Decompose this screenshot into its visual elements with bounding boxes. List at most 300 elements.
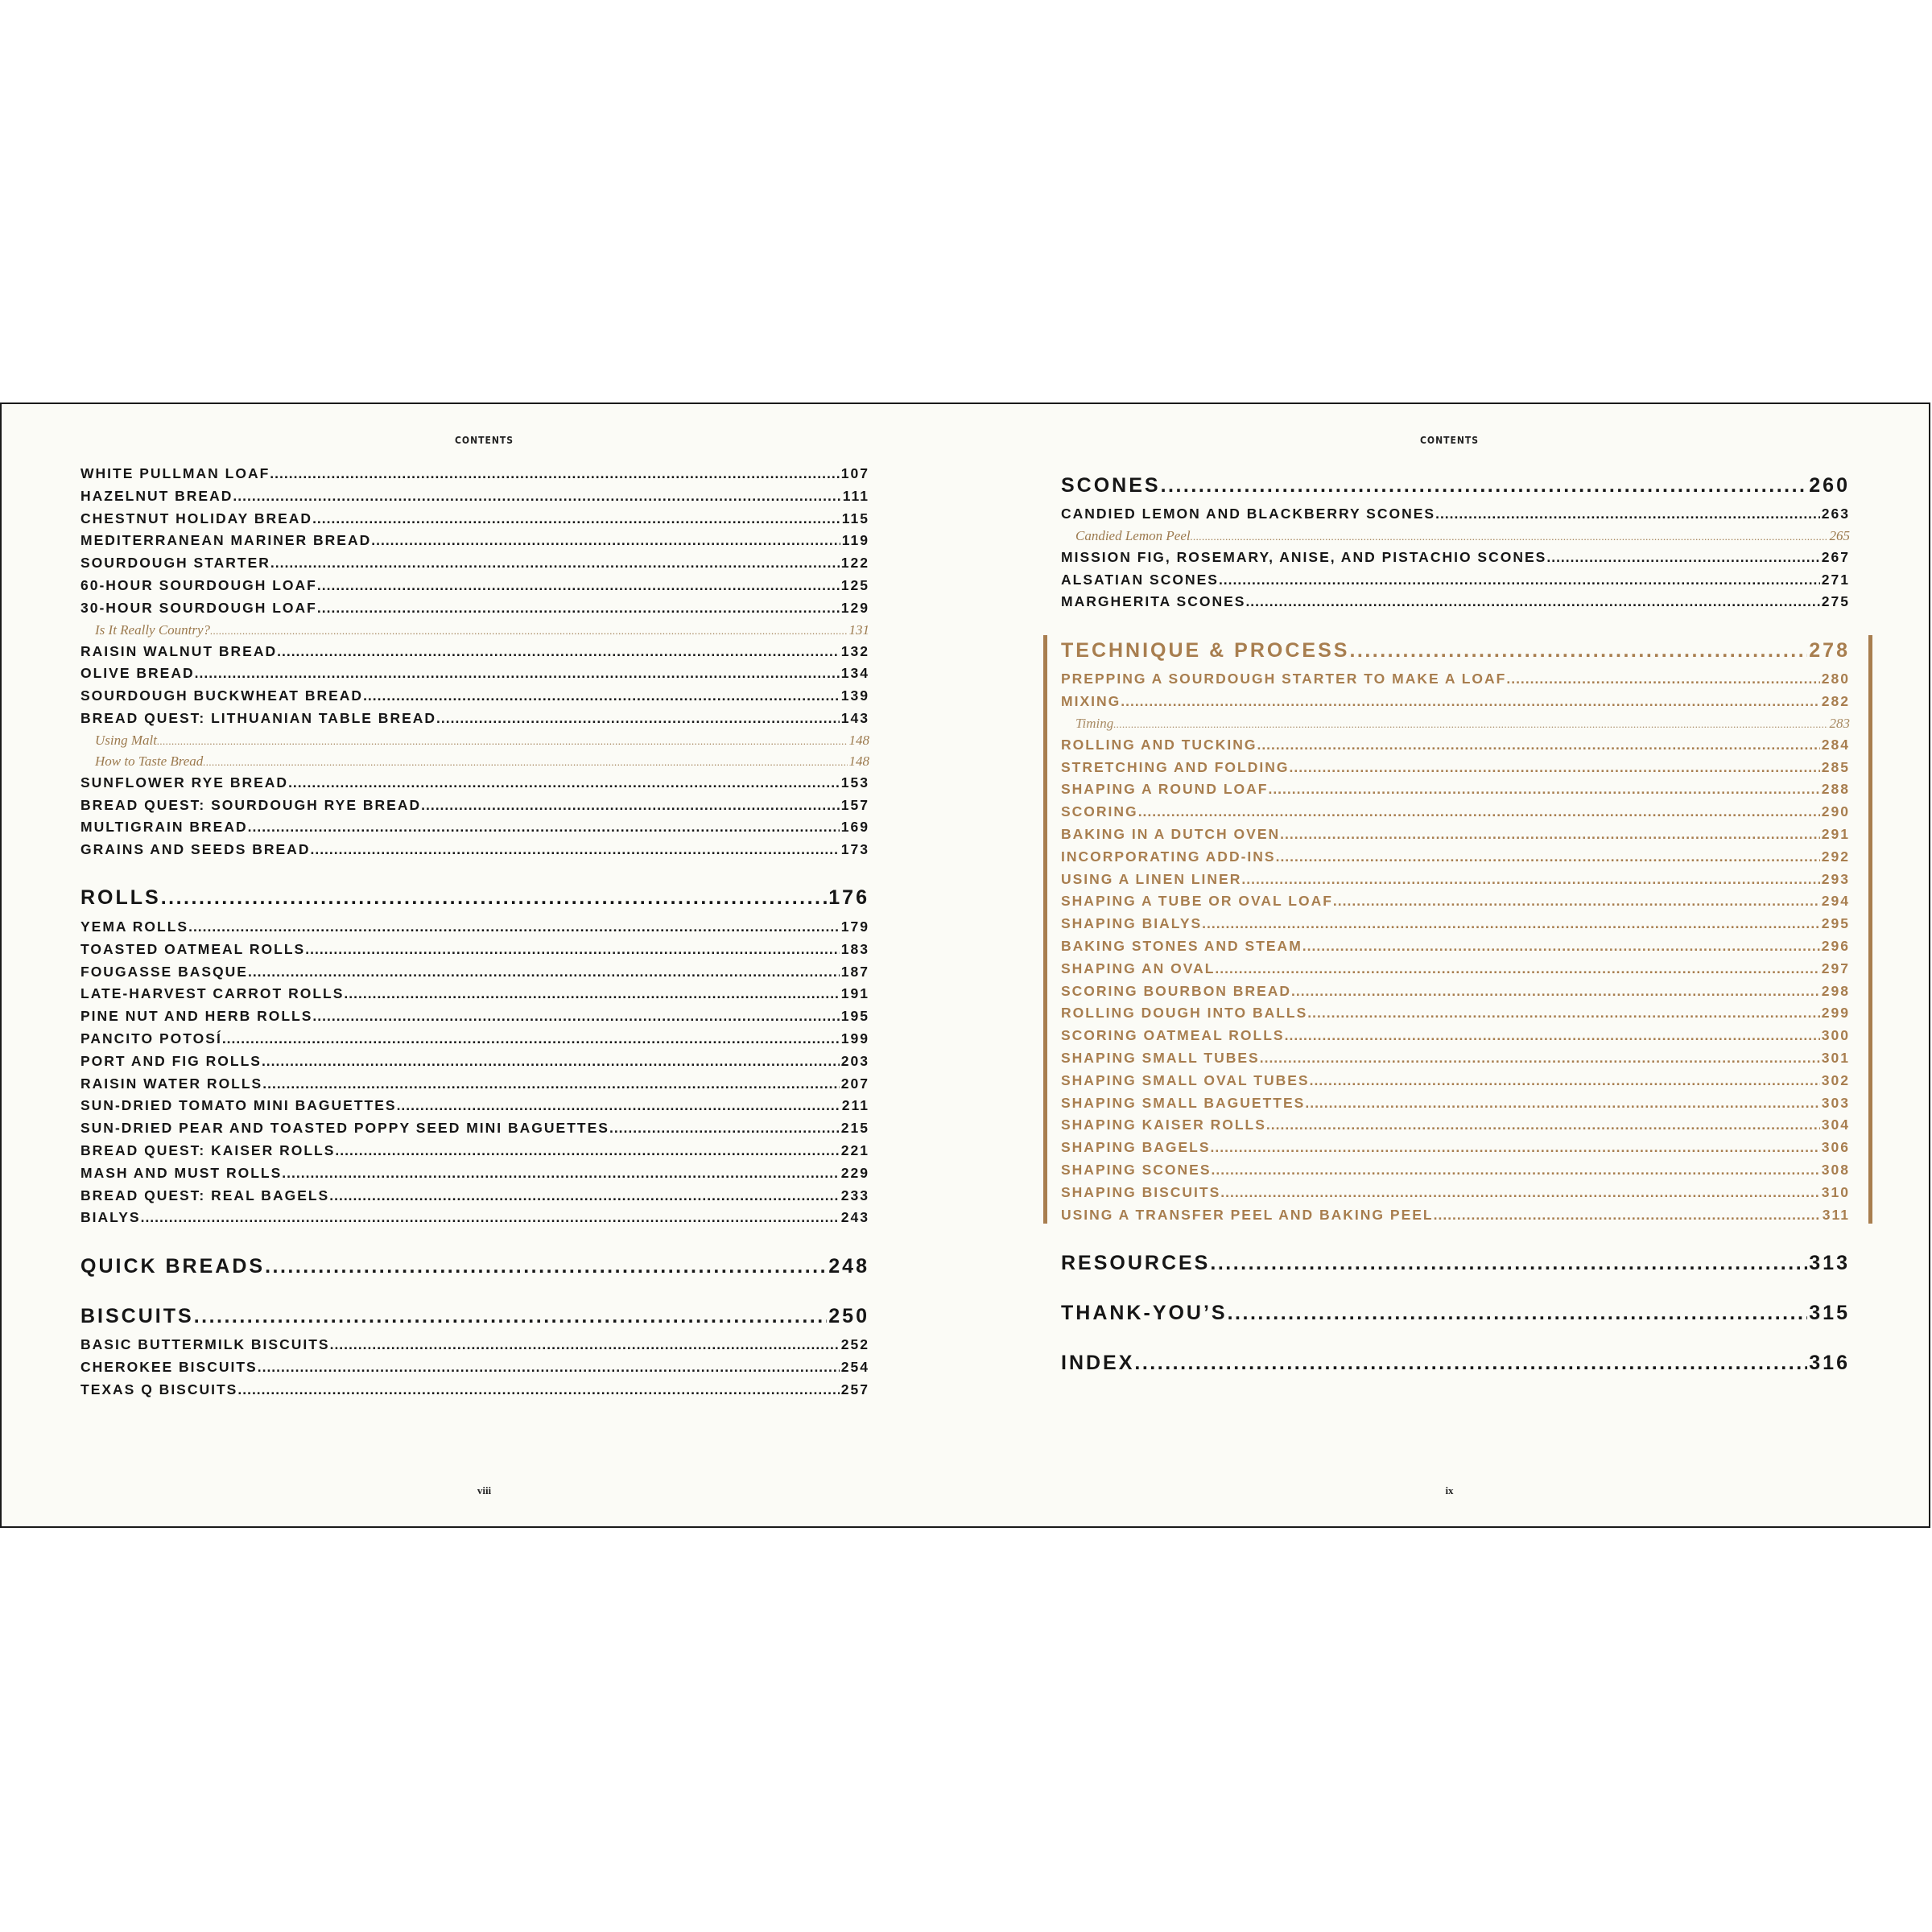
toc-entry	[80, 600, 869, 622]
toc-entry	[1061, 1005, 1850, 1027]
book-spread	[0, 402, 1930, 1528]
dot-leader	[194, 1305, 828, 1328]
dot-leader	[317, 600, 840, 617]
entry-title: ALSATIAN SCONES	[1061, 571, 1219, 588]
toc-section-heading	[1061, 1293, 1850, 1333]
entry-page-number: 187	[840, 963, 869, 980]
entry-page-number: 282	[1821, 692, 1850, 709]
dot-leader	[262, 1075, 840, 1092]
dot-leader	[609, 1120, 840, 1137]
entry-page-number: 297	[1821, 960, 1850, 976]
dot-leader	[312, 1008, 839, 1025]
entry-title: ROLLING AND TUCKING	[1061, 736, 1257, 753]
right-page	[967, 404, 1932, 1526]
entry-page-number: 316	[1809, 1351, 1850, 1374]
toc-entry	[80, 941, 869, 964]
dot-leader	[1310, 1072, 1820, 1089]
dot-leader	[233, 488, 840, 505]
dot-leader	[1228, 1302, 1808, 1325]
toc-entry	[80, 532, 869, 555]
dot-leader	[329, 1187, 840, 1204]
entry-page-number: 310	[1821, 1183, 1850, 1200]
dot-leader	[1113, 718, 1827, 731]
spacer	[80, 864, 869, 878]
entry-page-number: 125	[840, 576, 869, 593]
dot-leader	[258, 1359, 840, 1376]
entry-title: INCORPORATING ADD-INS	[1061, 848, 1276, 865]
dot-leader	[1257, 737, 1819, 753]
entry-page-number: 176	[828, 886, 869, 910]
entry-title: SHAPING SMALL TUBES	[1061, 1049, 1260, 1066]
dot-leader	[1219, 572, 1820, 588]
entry-title: Timing	[1075, 715, 1114, 731]
toc-entry	[80, 919, 869, 941]
dot-leader	[310, 841, 839, 858]
running-head: CONTENTS	[1419, 435, 1480, 446]
dot-leader	[1210, 1252, 1807, 1275]
dot-leader	[1333, 893, 1820, 910]
entry-title: BREAD QUEST: KAISER ROLLS	[80, 1141, 336, 1158]
dot-leader	[1121, 693, 1820, 710]
toc-subentry	[80, 622, 869, 643]
dot-leader	[1211, 1139, 1820, 1156]
entry-page-number: 275	[1821, 593, 1850, 610]
dot-leader	[1506, 671, 1819, 687]
toc-entry	[1061, 781, 1850, 803]
entry-title: STRETCHING AND FOLDING	[1061, 758, 1290, 775]
entry-title: BREAD QUEST: REAL BAGELS	[80, 1187, 330, 1203]
toc-entry	[80, 819, 869, 841]
entry-page-number: 199	[840, 1030, 869, 1046]
entry-title: TEXAS Q BISCUITS	[80, 1381, 238, 1397]
dot-leader	[421, 797, 840, 814]
dot-leader	[161, 886, 828, 910]
toc-entry	[1061, 593, 1850, 616]
entry-title: WHITE PULLMAN LOAF	[80, 465, 270, 481]
toc-entry	[1061, 1139, 1850, 1162]
dot-leader	[1266, 1117, 1820, 1133]
toc-entry	[80, 1008, 869, 1030]
dot-leader	[1285, 1027, 1820, 1044]
toc-entry	[80, 577, 869, 600]
entry-title: MIXING	[1061, 692, 1121, 709]
dot-leader	[270, 555, 840, 572]
entry-page-number: 254	[840, 1358, 869, 1375]
dot-leader	[222, 1030, 840, 1047]
dot-leader	[363, 687, 840, 704]
entry-page-number: 278	[1809, 638, 1850, 662]
spacer	[1061, 1333, 1850, 1343]
dot-leader	[262, 1053, 840, 1070]
toc-entry	[80, 1336, 869, 1359]
toc-section-heading	[80, 1246, 869, 1286]
dot-leader	[371, 532, 840, 549]
spacer	[80, 1286, 869, 1296]
entry-page-number: 248	[828, 1254, 869, 1278]
dot-leader	[1215, 960, 1819, 977]
dot-leader	[305, 941, 840, 958]
toc-entry	[80, 964, 869, 986]
toc-entry	[80, 1120, 869, 1142]
entry-title: PANCITO POTOSÍ	[80, 1030, 222, 1046]
entry-page-number: 306	[1821, 1139, 1850, 1156]
entry-title: SCONES	[1061, 473, 1161, 497]
toc-entry	[80, 665, 869, 687]
toc-entry	[1061, 960, 1850, 983]
entry-title: FOUGASSE BASQUE	[80, 963, 248, 980]
entry-title: SHAPING BIALYS	[1061, 915, 1203, 932]
entry-title: TECHNIQUE & PROCESS	[1061, 638, 1350, 662]
entry-page-number: 179	[840, 918, 869, 935]
toc-entry	[80, 488, 869, 510]
toc-entry	[80, 841, 869, 864]
toc-section-heading	[1061, 630, 1850, 671]
dot-leader	[288, 774, 840, 791]
page-number: viii	[477, 1484, 492, 1496]
toc-section-heading	[1061, 465, 1850, 506]
toc-entry	[80, 1187, 869, 1210]
toc-entry	[1061, 549, 1850, 572]
entry-page-number: 229	[840, 1164, 869, 1181]
entry-title: SHAPING SCONES	[1061, 1161, 1212, 1178]
entry-page-number: 111	[842, 487, 869, 504]
entry-page-number: 284	[1821, 736, 1850, 753]
toc-entry	[1061, 848, 1850, 871]
entry-page-number: 263	[1821, 506, 1850, 522]
entry-page-number: 313	[1809, 1251, 1850, 1274]
dot-leader	[330, 1336, 840, 1353]
toc-entry	[80, 1142, 869, 1165]
entry-page-number: 195	[840, 1008, 869, 1025]
entry-title: SHAPING SMALL BAGUETTES	[1061, 1094, 1306, 1111]
entry-title: RESOURCES	[1061, 1251, 1211, 1274]
dot-leader	[210, 625, 847, 638]
entry-page-number: 292	[1821, 848, 1850, 865]
entry-page-number: 203	[840, 1052, 869, 1069]
entry-page-number: 134	[840, 665, 869, 682]
toc-section-heading	[1061, 1343, 1850, 1383]
toc-entry	[80, 643, 869, 666]
entry-page-number: 283	[1829, 715, 1850, 731]
entry-page-number: 280	[1821, 671, 1850, 687]
entry-title: TOASTED OATMEAL ROLLS	[80, 940, 306, 957]
entry-title: CHEROKEE BISCUITS	[80, 1358, 258, 1375]
entry-title: Is It Really Country?	[95, 621, 211, 638]
entry-title: 30-HOUR SOURDOUGH LOAF	[80, 599, 317, 616]
entry-title: SOURDOUGH STARTER	[80, 555, 270, 572]
dot-leader	[188, 919, 840, 935]
entry-page-number: 250	[828, 1304, 869, 1327]
entry-title: OLIVE BREAD	[80, 665, 195, 682]
entry-title: ROLLS	[80, 886, 161, 910]
entry-page-number: 107	[840, 465, 869, 481]
dot-leader	[1291, 983, 1820, 1000]
toc-entry	[80, 797, 869, 819]
toc-entry	[1061, 506, 1850, 528]
dot-leader	[1276, 848, 1820, 865]
entry-page-number: 183	[840, 940, 869, 957]
dot-leader	[1280, 826, 1820, 843]
entry-page-number: 315	[1809, 1301, 1850, 1324]
toc-subentry	[1061, 528, 1850, 549]
toc-entry	[1061, 1095, 1850, 1117]
entry-page-number: 119	[841, 532, 869, 549]
entry-page-number: 300	[1821, 1027, 1850, 1044]
entry-title: BASIC BUTTERMILK BISCUITS	[80, 1336, 330, 1353]
dot-leader	[1245, 593, 1819, 610]
entry-page-number: 311	[1822, 1206, 1850, 1223]
entry-title: MEDITERRANEAN MARINER BREAD	[80, 532, 372, 549]
dot-leader	[270, 465, 840, 482]
entry-title: MASH AND MUST ROLLS	[80, 1164, 283, 1181]
toc-entry	[80, 1359, 869, 1381]
dot-leader	[344, 985, 839, 1002]
toc-entry	[80, 985, 869, 1008]
entry-title: SHAPING A TUBE OR OVAL LOAF	[1061, 893, 1333, 910]
entry-title: Candied Lemon Peel	[1075, 527, 1191, 543]
entry-title: PINE NUT AND HERB ROLLS	[80, 1008, 313, 1025]
entry-page-number: 288	[1821, 781, 1850, 798]
dot-leader	[1349, 639, 1807, 663]
entry-page-number: 294	[1821, 893, 1850, 910]
entry-title: SHAPING AN OVAL	[1061, 960, 1216, 976]
entry-title: MISSION FIG, ROSEMARY, ANISE, AND PISTACHIO SCONES	[1061, 548, 1547, 565]
dot-leader	[1202, 915, 1820, 932]
entry-page-number: 293	[1821, 870, 1850, 887]
toc-subentry	[80, 733, 869, 753]
entry-page-number: 291	[1821, 825, 1850, 842]
toc-entry	[80, 1075, 869, 1098]
entry-page-number: 148	[848, 732, 869, 748]
dot-leader	[397, 1097, 840, 1114]
entry-title: THANK-YOU’S	[1061, 1301, 1228, 1324]
entry-title: MARGHERITA SCONES	[1061, 593, 1246, 610]
dot-leader	[141, 1209, 840, 1226]
toc-entry	[80, 774, 869, 797]
toc-entry	[80, 1030, 869, 1053]
toc-entry	[1061, 1207, 1850, 1229]
dot-leader	[1434, 1207, 1821, 1224]
entry-page-number: 173	[840, 841, 869, 858]
entry-title: SCORING BOURBON BREAD	[1061, 982, 1292, 999]
toc-entry	[1061, 1072, 1850, 1095]
dot-leader	[203, 756, 847, 769]
entry-title: BREAD QUEST: LITHUANIAN TABLE BREAD	[80, 709, 437, 726]
entry-page-number: 257	[840, 1381, 869, 1397]
entry-title: BIALYS	[80, 1209, 141, 1226]
toc-entry	[1061, 1050, 1850, 1072]
toc-entry	[80, 1381, 869, 1404]
entry-title: LATE-HARVEST CARROT ROLLS	[80, 985, 345, 1002]
entry-title: SUN-DRIED PEAR AND TOASTED POPPY SEED MINI BAGUETTES	[80, 1120, 609, 1137]
toc-entry	[1061, 693, 1850, 716]
entry-page-number: 207	[840, 1075, 869, 1092]
accent-rule-right	[1868, 635, 1872, 1224]
entry-title: CANDIED LEMON AND BLACKBERRY SCONES	[1061, 506, 1436, 522]
entry-page-number: 302	[1821, 1071, 1850, 1088]
toc-entry	[1061, 871, 1850, 894]
toc-section-heading	[1061, 1243, 1850, 1283]
entry-page-number: 215	[840, 1120, 869, 1137]
entry-title: SCORING OATMEAL ROLLS	[1061, 1027, 1285, 1044]
entry-title: SHAPING KAISER ROLLS	[1061, 1117, 1266, 1133]
dot-leader	[1241, 871, 1819, 888]
entry-page-number: 301	[1821, 1049, 1850, 1066]
running-head: CONTENTS	[454, 435, 514, 446]
entry-title: BAKING IN A DUTCH OVEN	[1061, 825, 1281, 842]
dot-leader	[277, 643, 840, 660]
entry-page-number: 299	[1821, 1005, 1850, 1022]
accent-rule-left	[1043, 635, 1047, 1224]
dot-leader	[335, 1142, 839, 1159]
toc-entry	[1061, 915, 1850, 938]
entry-title: GRAINS AND SEEDS BREAD	[80, 841, 311, 858]
dot-leader	[1546, 549, 1819, 566]
entry-title: USING A LINEN LINER	[1061, 870, 1242, 887]
entry-page-number: 139	[840, 687, 869, 704]
toc-entry	[1061, 759, 1850, 782]
entry-page-number: 131	[848, 621, 869, 638]
entry-title: USING A TRANSFER PEEL AND BAKING PEEL	[1061, 1206, 1434, 1223]
toc-entry	[1061, 1162, 1850, 1184]
dot-leader	[248, 964, 840, 980]
entry-page-number: 252	[840, 1336, 869, 1353]
entry-title: RAISIN WALNUT BREAD	[80, 642, 278, 659]
entry-title: 60-HOUR SOURDOUGH LOAF	[80, 576, 317, 593]
spacer	[80, 1232, 869, 1246]
entry-page-number: 157	[840, 796, 869, 813]
toc-entry	[1061, 983, 1850, 1005]
entry-page-number: 132	[840, 642, 869, 659]
toc-section-heading	[80, 878, 869, 919]
entry-page-number: 296	[1821, 937, 1850, 954]
entry-page-number: 285	[1821, 758, 1850, 775]
dot-leader	[1307, 1005, 1820, 1022]
toc-entry	[80, 1209, 869, 1232]
dot-leader	[436, 710, 840, 727]
toc-entry	[1061, 826, 1850, 848]
spacer	[1061, 616, 1850, 630]
entry-page-number: 290	[1821, 803, 1850, 820]
toc-entry	[1061, 737, 1850, 759]
toc-left	[80, 465, 869, 1404]
entry-page-number: 191	[840, 985, 869, 1002]
entry-title: ROLLING DOUGH INTO BALLS	[1061, 1005, 1308, 1022]
entry-title: How to Taste Bread	[95, 753, 204, 769]
entry-title: INDEX	[1061, 1351, 1135, 1374]
entry-page-number: 148	[848, 753, 869, 769]
entry-title: PREPPING A SOURDOUGH STARTER TO MAKE A LOAF	[1061, 671, 1507, 687]
entry-title: PORT AND FIG ROLLS	[80, 1052, 262, 1069]
toc-entry	[1061, 1117, 1850, 1139]
entry-title: SOURDOUGH BUCKWHEAT BREAD	[80, 687, 364, 704]
entry-title: MULTIGRAIN BREAD	[80, 819, 248, 836]
dot-leader	[317, 577, 840, 594]
entry-title: SHAPING BISCUITS	[1061, 1183, 1221, 1200]
entry-page-number: 267	[1821, 548, 1850, 565]
entry-title: SCORING	[1061, 803, 1138, 820]
entry-title: HAZELNUT BREAD	[80, 487, 233, 504]
toc-entry	[80, 555, 869, 577]
toc-entry	[1061, 671, 1850, 693]
spacer	[1061, 1228, 1850, 1243]
toc-right	[1061, 465, 1850, 1383]
entry-page-number: 221	[840, 1141, 869, 1158]
toc-entry	[80, 1053, 869, 1075]
entry-title: RAISIN WATER ROLLS	[80, 1075, 263, 1092]
entry-title: CHESTNUT HOLIDAY BREAD	[80, 510, 313, 526]
page-number: ix	[1445, 1484, 1454, 1496]
toc-entry	[80, 510, 869, 533]
entry-page-number: 295	[1821, 915, 1850, 932]
dot-leader	[1212, 1162, 1820, 1179]
entry-title: SHAPING A ROUND LOAF	[1061, 781, 1269, 798]
dot-leader	[1260, 1050, 1820, 1067]
toc-entry	[80, 1097, 869, 1120]
dot-leader	[282, 1165, 840, 1182]
toc-entry	[80, 710, 869, 733]
toc-entry	[1061, 1027, 1850, 1050]
entry-title: BAKING STONES AND STEAM	[1061, 937, 1302, 954]
entry-page-number: 122	[840, 555, 869, 572]
entry-title: BREAD QUEST: SOURDOUGH RYE BREAD	[80, 796, 422, 813]
dot-leader	[312, 510, 840, 527]
entry-page-number: 260	[1809, 473, 1850, 497]
dot-leader	[1268, 781, 1819, 798]
toc-entry	[80, 465, 869, 488]
entry-page-number: 115	[841, 510, 869, 526]
entry-title: SUN-DRIED TOMATO MINI BAGUETTES	[80, 1097, 397, 1114]
entry-title: BISCUITS	[80, 1304, 194, 1327]
toc-entry	[1061, 893, 1850, 915]
technique-section	[1061, 630, 1850, 1228]
entry-page-number: 265	[1829, 527, 1850, 543]
entry-page-number: 308	[1821, 1161, 1850, 1178]
toc-subentry	[1061, 716, 1850, 737]
entry-page-number: 303	[1821, 1094, 1850, 1111]
toc-entry	[1061, 1184, 1850, 1207]
dot-leader	[1220, 1184, 1820, 1201]
dot-leader	[1305, 1095, 1819, 1112]
toc-subentry	[80, 753, 869, 774]
entry-title: SUNFLOWER RYE BREAD	[80, 774, 289, 791]
entry-page-number: 304	[1821, 1117, 1850, 1133]
entry-title: SHAPING SMALL OVAL TUBES	[1061, 1071, 1310, 1088]
dot-leader	[265, 1255, 827, 1278]
entry-title: SHAPING BAGELS	[1061, 1139, 1211, 1156]
toc-entry	[80, 1165, 869, 1187]
entry-page-number: 143	[840, 709, 869, 726]
dot-leader	[157, 735, 848, 748]
left-page	[2, 404, 967, 1526]
spacer	[1061, 1283, 1850, 1293]
entry-page-number: 271	[1821, 571, 1850, 588]
dot-leader	[1435, 506, 1820, 522]
dot-leader	[237, 1381, 839, 1398]
entry-title: YEMA ROLLS	[80, 918, 189, 935]
dot-leader	[1289, 759, 1819, 776]
toc-entry	[1061, 572, 1850, 594]
dot-leader	[1302, 938, 1820, 955]
entry-page-number: 298	[1821, 982, 1850, 999]
toc-entry	[80, 687, 869, 710]
dot-leader	[1161, 474, 1808, 497]
dot-leader	[1191, 530, 1828, 543]
toc-entry	[1061, 803, 1850, 826]
dot-leader	[1134, 1352, 1807, 1375]
entry-title: Using Malt	[95, 732, 157, 748]
toc-entry	[1061, 938, 1850, 960]
